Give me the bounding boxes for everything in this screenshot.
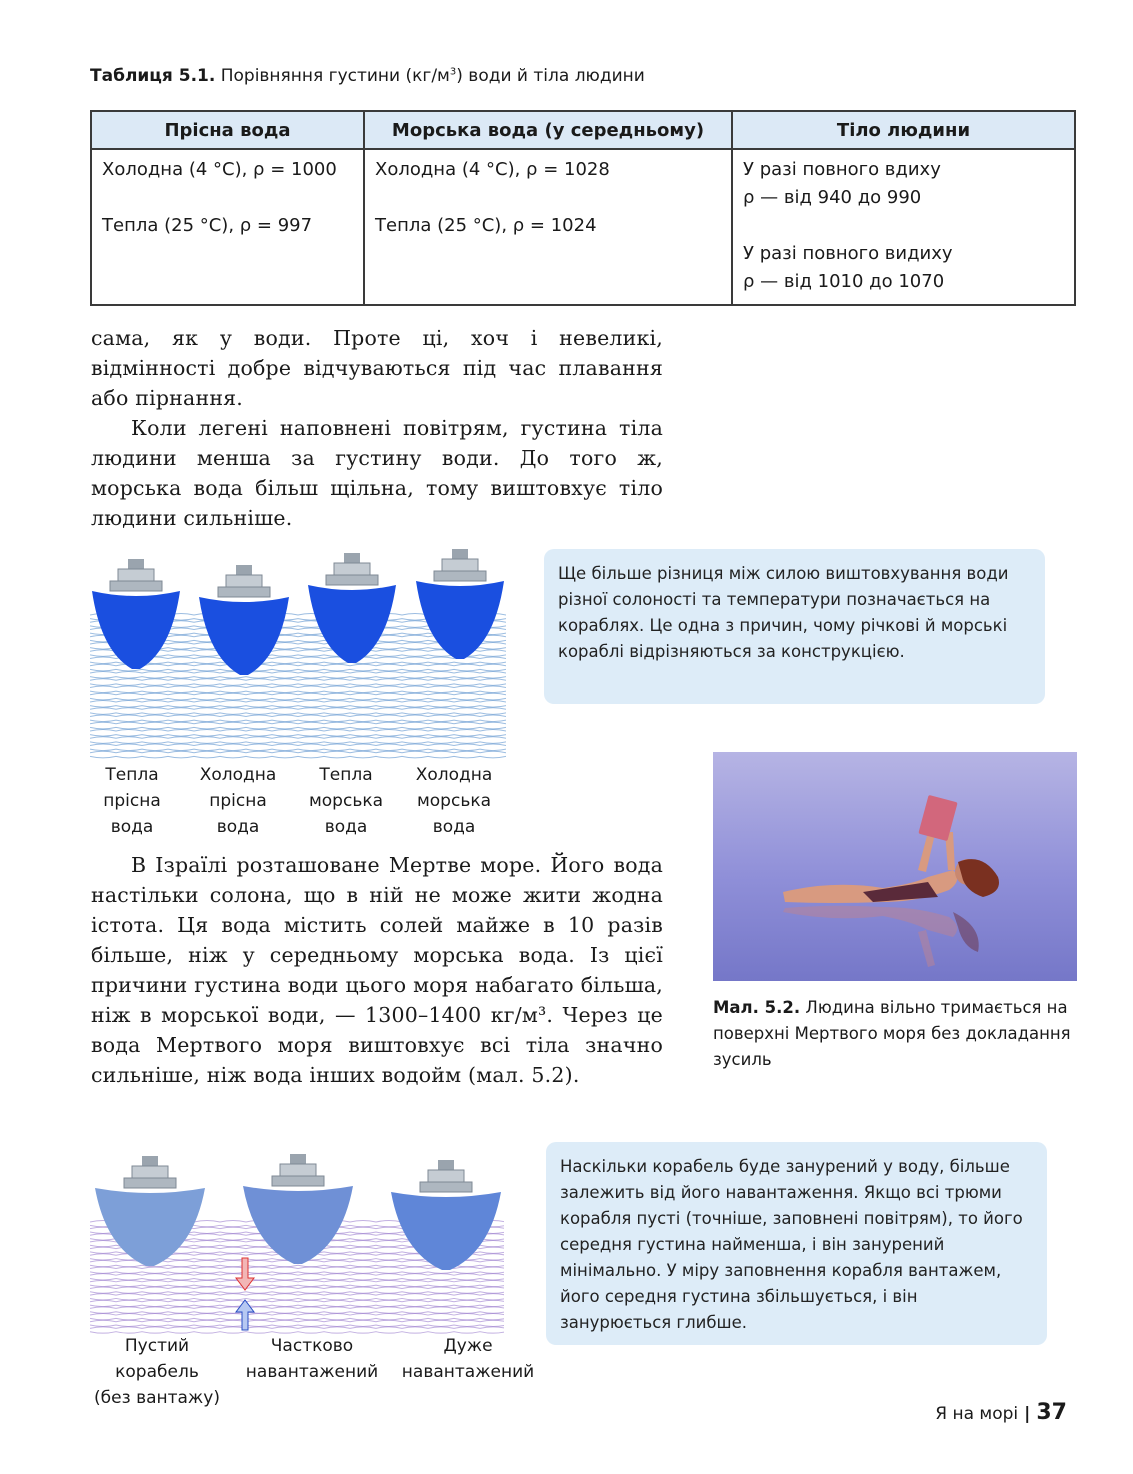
ship-chimney	[438, 1160, 454, 1170]
ship-chimney	[344, 553, 360, 563]
ships-water-type-illustration	[90, 545, 506, 760]
fresh-warm-value: Тепла (25 °С), ρ = 997	[102, 215, 313, 236]
sea-warm-value: Тепла (25 °С), ρ = 1024	[375, 215, 597, 236]
label-line: вода	[324, 817, 368, 837]
fresh-cold-value: Холодна (4 °С), ρ = 1000	[102, 159, 337, 180]
header-sea-water: Морська вода (у середньому)	[364, 111, 732, 149]
water-line	[90, 693, 506, 695]
ship-deck-lower	[218, 587, 270, 597]
water-line	[90, 698, 506, 700]
ship-deck-upper	[442, 559, 478, 571]
ship-deck-upper	[226, 575, 262, 587]
table-row	[91, 149, 1075, 305]
page-footer	[935, 1400, 1067, 1425]
ship-chimney	[236, 565, 252, 575]
water-line	[90, 749, 506, 751]
water-line	[90, 669, 506, 671]
water-line	[90, 1274, 504, 1276]
water-line	[90, 1279, 504, 1281]
water-line	[90, 1272, 504, 1274]
label-line: Тепла	[105, 765, 159, 785]
body-inhale-label: У разі повного вдиху	[743, 159, 941, 180]
water-line	[90, 1294, 504, 1296]
water-line	[90, 1292, 504, 1294]
header-human-body: Тіло людини	[732, 111, 1075, 149]
info-box-ships: Ще більше різниця між силою виштовхування води різної солоності та температури позначається на кораблях. Це одна з причин, чому річкові й морські кораблі відрізняються за конструкцією.	[544, 549, 1045, 704]
label-line: Дуже	[443, 1336, 493, 1356]
label-line: прісна	[103, 791, 161, 811]
ship-deck-lower	[272, 1176, 324, 1186]
label-line: (без вантажу)	[94, 1388, 220, 1408]
footer-section-title: Я на морі	[935, 1404, 1019, 1424]
label-line: морська	[308, 791, 384, 811]
label-cold-fresh-water	[194, 762, 282, 840]
body-exhale-label: У разі повного видиху	[743, 243, 953, 264]
info-box-ship-load: Наскільки корабель буде занурений у воду, більше залежить від його навантаження. Якщо всі трюми корабля пусті (точніше, заповнені повітрям), то його середня густина найменша, і він занурений мінімально. У міру заповнення корабля вантажем, його середня густина збільшується, і він занурюється глибше.	[546, 1142, 1047, 1345]
paragraph-3: В Ізраїлі розташоване Мертве море. Його вода настільки солона, що в ній не може жити жодна істота. Ця вода містить солей майже в 10 разів більше, ніж у середньому морська вода. Із цієї причини густина води цього моря набагато більша, ніж в морської води, — 1300–1400 кг/м³. Через це вода Мертвого моря виштовхує всі тіла значно сильніше, ніж вода інших водойм (мал. 5.2).	[91, 853, 663, 1087]
body-text-dead-sea	[91, 850, 663, 1090]
water-line	[90, 756, 506, 758]
water-line	[90, 1312, 504, 1314]
ship-chimney	[452, 549, 468, 559]
label-heavily-loaded	[398, 1333, 538, 1385]
water-line	[90, 1285, 504, 1287]
water-line	[90, 1280, 504, 1282]
water-line	[90, 720, 506, 722]
ship-empty	[95, 1156, 205, 1266]
cell-fresh-water	[91, 149, 364, 305]
water-line	[90, 706, 506, 708]
label-warm-fresh-water	[90, 762, 174, 840]
label-line: Частково	[270, 1336, 354, 1356]
table-header-row	[91, 111, 1075, 149]
water-line	[90, 737, 506, 739]
paragraph-2: Коли легені наповнені повітрям, густина тіла людини менша за густину води. До того ж, морська вода більш щільна, тому виштовхує тіло людини сильніше.	[91, 416, 663, 530]
ships-water-type-labels	[90, 762, 506, 842]
ship-deck-upper	[334, 563, 370, 575]
label-line: морська	[416, 791, 492, 811]
water-line	[90, 727, 506, 729]
ship-deck-upper	[118, 569, 154, 581]
water-line	[90, 686, 506, 688]
water-line	[90, 1325, 504, 1327]
water-line	[90, 664, 506, 666]
density-table	[90, 110, 1076, 306]
water-line	[90, 1318, 504, 1320]
label-warm-sea-water	[302, 762, 390, 840]
water-line	[90, 691, 506, 693]
water-line	[90, 1298, 504, 1300]
label-line: Холодна	[199, 765, 277, 785]
cell-sea-water	[364, 149, 732, 305]
cell-human-body	[732, 149, 1075, 305]
water-line	[90, 713, 506, 715]
water-line	[90, 1307, 504, 1309]
water-line	[90, 708, 506, 710]
footer-separator: |	[1024, 1404, 1031, 1424]
ship-chimney	[290, 1154, 306, 1164]
ship-heavily-loaded	[391, 1160, 501, 1270]
dead-sea-photo	[713, 752, 1077, 981]
ships-water-type-svg	[90, 545, 506, 760]
water-line	[90, 684, 506, 686]
label-line: Пустий	[124, 1336, 190, 1356]
ship-cold-fresh	[199, 565, 289, 675]
photo-caption	[713, 995, 1073, 1073]
dead-sea-photo-image	[713, 752, 1077, 981]
photo-caption-number: Мал. 5.2.	[713, 998, 801, 1017]
sea-cold-value: Холодна (4 °С), ρ = 1028	[375, 159, 610, 180]
label-empty-ship	[90, 1333, 224, 1411]
body-exhale-value: ρ — від 1010 до 1070	[743, 271, 945, 292]
ship-hull	[243, 1186, 353, 1264]
water-line	[90, 662, 506, 664]
ship-deck-lower	[110, 581, 162, 591]
water-line	[90, 722, 506, 724]
water-line	[90, 679, 506, 681]
table-caption	[90, 66, 645, 86]
label-line: навантажений	[245, 1362, 379, 1382]
page-number: 37	[1036, 1400, 1067, 1425]
water-line	[90, 751, 506, 753]
ship-hull	[416, 581, 504, 659]
label-line: навантажений	[401, 1362, 535, 1382]
water-line	[90, 735, 506, 737]
label-line: Холодна	[415, 765, 493, 785]
label-line: вода	[216, 817, 260, 837]
paragraph-1: сама, як у води. Проте ці, хоч і невеликі, відмінності добре відчуваються під час плавання або пірнання.	[91, 326, 663, 410]
water-line	[90, 1314, 504, 1316]
body-text-top	[91, 323, 663, 533]
label-partly-loaded	[242, 1333, 382, 1385]
ship-warm-sea	[308, 553, 396, 663]
ship-deck-upper	[132, 1166, 168, 1178]
water-line	[90, 744, 506, 746]
photo-caption-text: Людина вільно тримається на поверхні Мертвого моря без докладання зусиль	[713, 998, 1071, 1069]
ship-chimney	[128, 559, 144, 569]
label-line: корабель	[115, 1362, 199, 1382]
table-caption-text: Порівняння густини (кг/м	[220, 66, 450, 86]
label-line: прісна	[209, 791, 267, 811]
water-line	[90, 1300, 504, 1302]
water-line	[90, 1305, 504, 1307]
ship-deck-lower	[434, 571, 486, 581]
label-line: вода	[110, 817, 154, 837]
ships-load-labels	[90, 1333, 550, 1413]
label-line: вода	[432, 817, 476, 837]
table-caption-end: ) води й тіла людини	[456, 66, 645, 86]
ship-deck-lower	[124, 1178, 176, 1188]
header-fresh-water: Прісна вода	[91, 111, 364, 149]
ship-deck-lower	[420, 1182, 472, 1192]
water-line	[90, 730, 506, 732]
water-line	[90, 1320, 504, 1322]
ships-load-illustration	[90, 1140, 504, 1335]
ship-deck-upper	[428, 1170, 464, 1182]
water-line	[90, 742, 506, 744]
ship-deck-lower	[326, 575, 378, 585]
ship-chimney	[142, 1156, 158, 1166]
ship-hull	[308, 585, 396, 663]
water-line	[90, 715, 506, 717]
ship-deck-upper	[280, 1164, 316, 1176]
body-inhale-value: ρ — від 940 до 990	[743, 187, 922, 208]
ship-hull	[391, 1192, 501, 1270]
label-cold-sea-water	[408, 762, 500, 840]
table-caption-superscript: 3	[449, 66, 457, 78]
water-line	[90, 1327, 504, 1329]
water-line	[90, 672, 506, 674]
label-line: Тепла	[319, 765, 373, 785]
water-line	[90, 1287, 504, 1289]
ship-warm-fresh	[92, 559, 180, 669]
ships-load-svg	[90, 1140, 504, 1335]
water-line	[90, 677, 506, 679]
water-line	[90, 701, 506, 703]
table-caption-number: Таблиця 5.1.	[90, 66, 216, 86]
